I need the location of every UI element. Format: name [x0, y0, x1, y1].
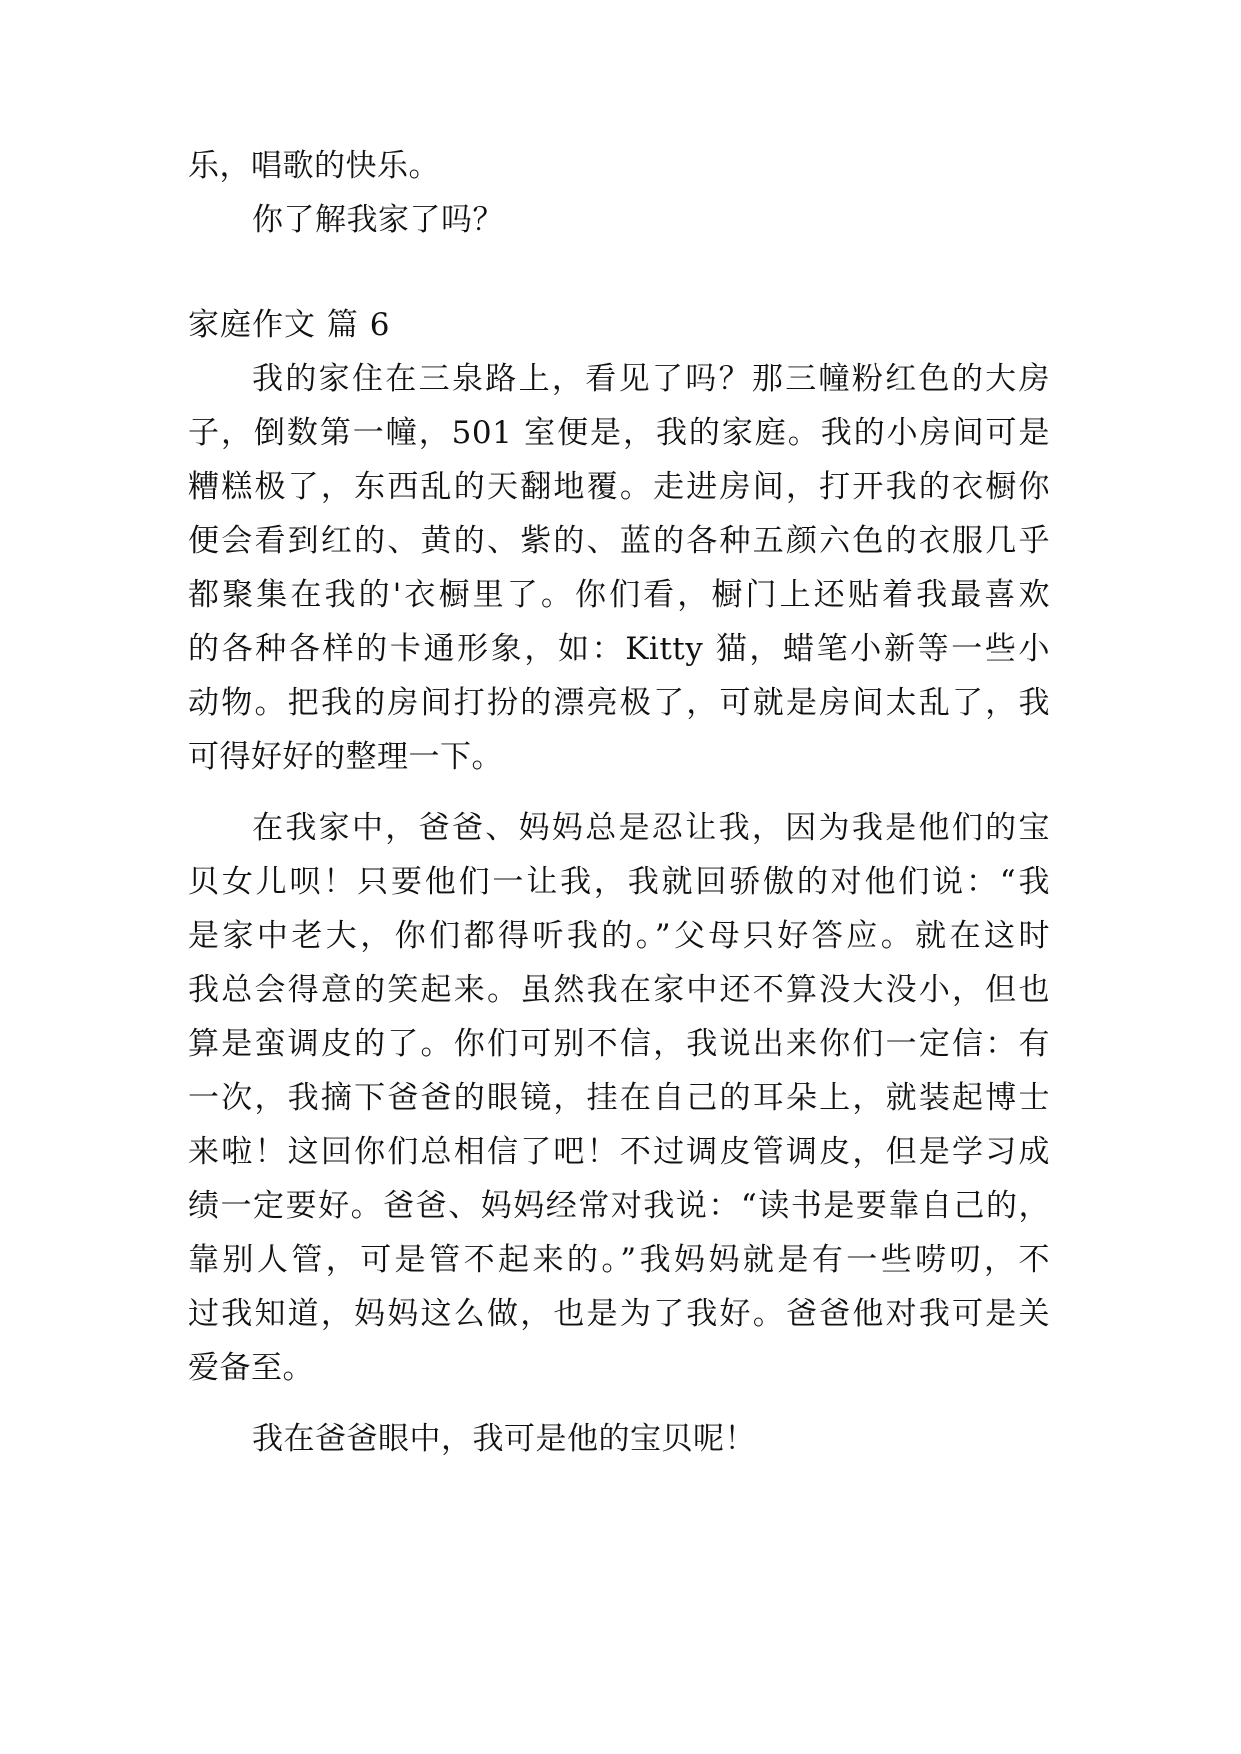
- paragraph-3-line-1: 我在爸爸眼中，我可是他的宝贝呢！: [252, 1421, 756, 1457]
- paragraph-2-line-3: 是家中老大，你们都得听我的。”父母只好答应。就在这时: [188, 918, 1050, 954]
- paragraph-2-line-7: 来啦！这回你们总相信了吧！不过调皮管调皮，但是学习成: [188, 1134, 1050, 1170]
- paragraph-1-line-7: 动物。把我的房间打扮的漂亮极了，可就是房间太乱了，我: [188, 685, 1050, 721]
- paragraph-2-line-11: 爱备至。: [188, 1350, 314, 1386]
- paragraph-1-line-3: 糟糕极了，东西乱的天翻地覆。走进房间，打开我的衣橱你: [188, 469, 1050, 505]
- paragraph-2-line-4: 我总会得意的笑起来。虽然我在家中还不算没大没小，但也: [188, 972, 1050, 1008]
- intro-line-2: 你了解我家了吗？: [252, 202, 504, 238]
- paragraph-1-line-4: 便会看到红的、黄的、紫的、蓝的各种五颜六色的衣服几乎: [188, 523, 1050, 559]
- paragraph-1-line-8: 可得好好的整理一下。: [188, 739, 503, 775]
- paragraph-2-line-1: 在我家中，爸爸、妈妈总是忍让我，因为我是他们的宝: [252, 810, 1050, 846]
- paragraph-1-line-5: 都聚集在我的'衣橱里了。你们看，橱门上还贴着我最喜欢: [188, 577, 1050, 613]
- paragraph-2-line-2: 贝女儿呗！只要他们一让我，我就回骄傲的对他们说：“我: [188, 864, 1050, 900]
- paragraph-1-line-1: 我的家住在三泉路上，看见了吗？那三幢粉红色的大房: [252, 361, 1050, 397]
- intro-line-1: 乐，唱歌的快乐。: [188, 148, 440, 184]
- paragraph-2-line-5: 算是蛮调皮的了。你们可别不信，我说出来你们一定信：有: [188, 1026, 1050, 1062]
- paragraph-1-line-2: 子，倒数第一幢，501 室便是，我的家庭。我的小房间可是: [188, 415, 1050, 451]
- section-heading: 家庭作文 篇 6: [188, 307, 391, 343]
- paragraph-2-line-8: 绩一定要好。爸爸、妈妈经常对我说：“读书是要靠自己的，: [188, 1188, 1050, 1224]
- paragraph-2-line-9: 靠别人管，可是管不起来的。”我妈妈就是有一些唠叨，不: [188, 1242, 1050, 1278]
- paragraph-1-line-6: 的各种各样的卡通形象，如：Kitty 猫，蜡笔小新等一些小: [188, 631, 1050, 667]
- paragraph-2-line-6: 一次，我摘下爸爸的眼镜，挂在自己的耳朵上，就装起博士: [188, 1080, 1050, 1116]
- paragraph-2-line-10: 过我知道，妈妈这么做，也是为了我好。爸爸他对我可是关: [188, 1296, 1050, 1332]
